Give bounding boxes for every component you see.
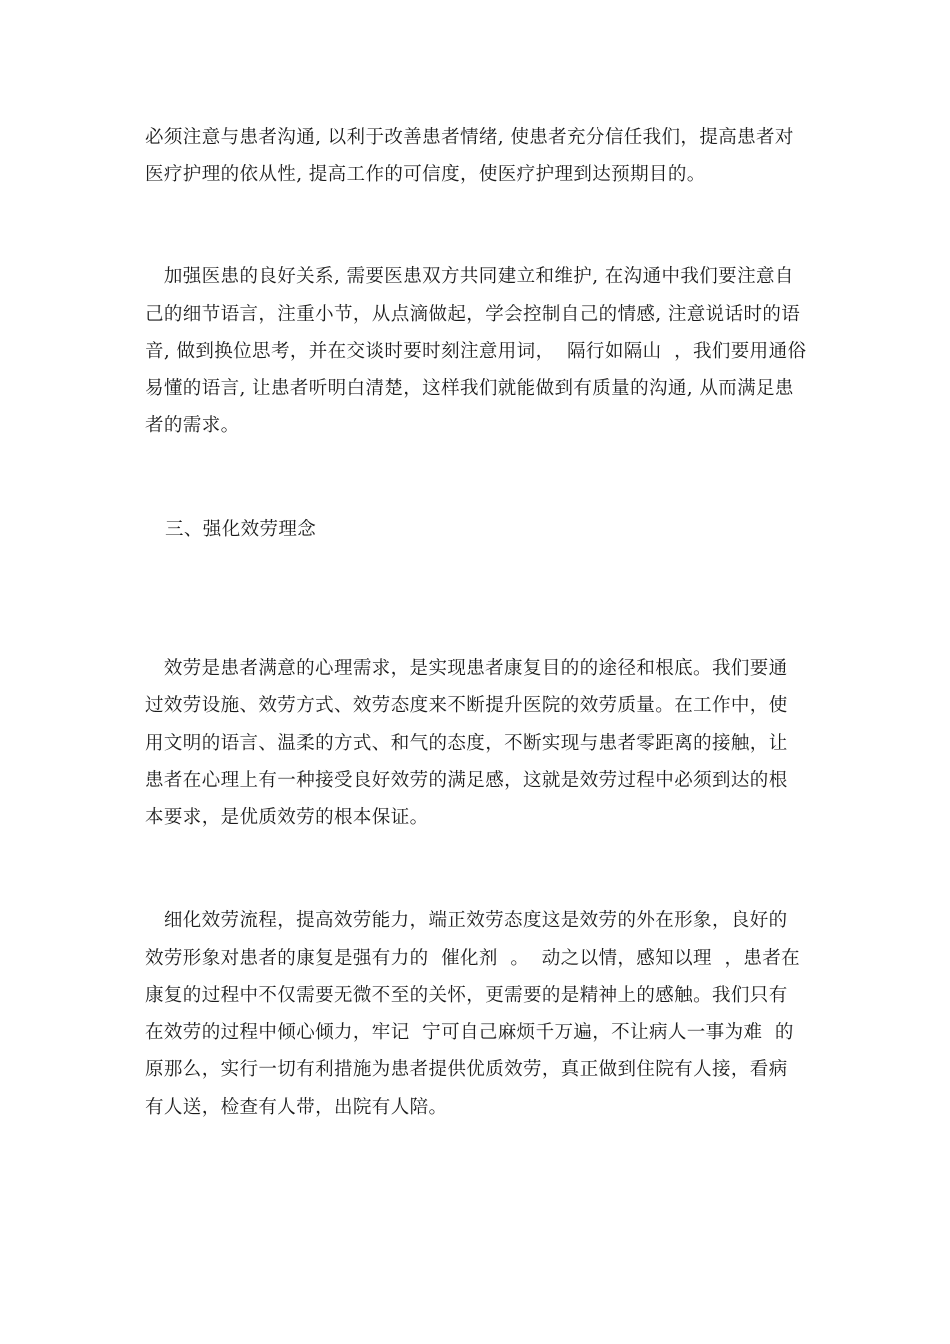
- paragraph-line: 在效劳的过程中倾心倾力，牢记 宁可自己麻烦千万遍，不让病人一事为难 的: [145, 1022, 794, 1043]
- paragraph-line: 医疗护理的依从性, 提高工作的可信度，使医疗护理到达预期目的。: [145, 164, 706, 185]
- paragraph-line: 康复的过程中不仅需要无微不至的关怀，更需要的是精神上的感触。我们只有: [145, 985, 788, 1006]
- section-heading: 三、强化效劳理念: [165, 519, 317, 540]
- paragraph-line: 患者在心理上有一种接受良好效劳的满足感，这就是效劳过程中必须到达的根: [145, 770, 788, 791]
- paragraph-line: 音, 做到换位思考，并在交谈时要时刻注意用词， 隔行如隔山 ，我们要用通俗: [145, 341, 807, 362]
- paragraph-line: 易懂的语言, 让患者听明白清楚，这样我们就能做到有质量的沟通, 从而满足患: [145, 378, 794, 399]
- paragraph-line: 者的需求。: [145, 415, 240, 436]
- paragraph-line: 本要求，是优质效劳的根本保证。: [145, 807, 429, 828]
- paragraph-line: 效劳形象对患者的康复是强有力的 催化剂 。 动之以情，感知以理 ，患者在: [145, 948, 801, 969]
- paragraph-line: 必须注意与患者沟通, 以利于改善患者情绪, 使患者充分信任我们，提高患者对: [145, 127, 794, 148]
- paragraph-line: 原那么，实行一切有利措施为患者提供优质效劳，真正做到住院有人接，看病: [145, 1059, 788, 1080]
- paragraph-line: 效劳是患者满意的心理需求，是实现患者康复目的的途径和根底。我们要通: [145, 658, 788, 679]
- paragraph-line: 细化效劳流程，提高效劳能力，端正效劳态度这是效劳的外在形象，良好的: [145, 910, 788, 931]
- paragraph-line: 用文明的语言、温柔的方式、和气的态度，不断实现与患者零距离的接触，让: [145, 733, 788, 754]
- paragraph-line: 过效劳设施、效劳方式、效劳态度来不断提升医院的效劳质量。在工作中，使: [145, 695, 788, 716]
- paragraph-line: 有人送，检查有人带，出院有人陪。: [145, 1097, 448, 1118]
- paragraph-line: 己的细节语言，注重小节，从点滴做起，学会控制自己的情感, 注意说话时的语: [145, 304, 801, 325]
- paragraph-line: 加强医患的良好关系, 需要医患双方共同建立和维护, 在沟通中我们要注意自: [145, 266, 794, 287]
